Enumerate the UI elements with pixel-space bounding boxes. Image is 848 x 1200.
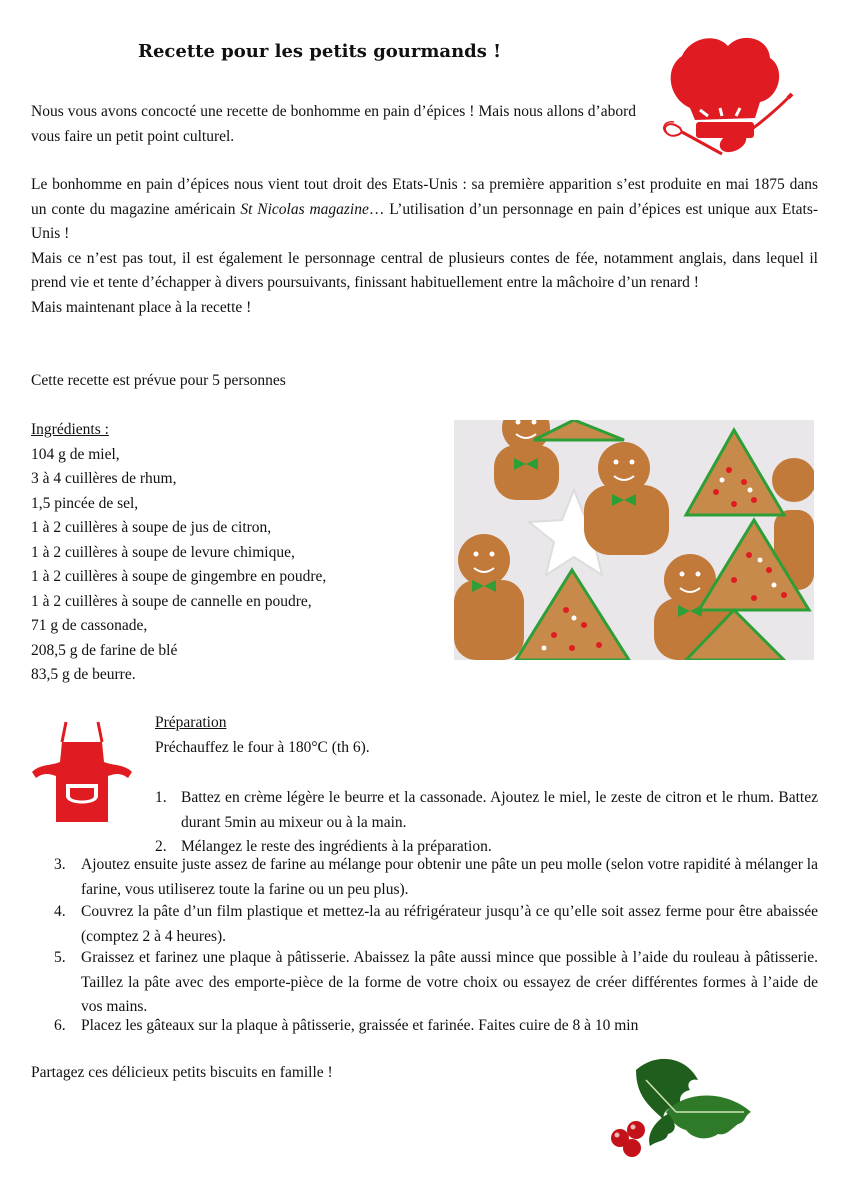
servings-text: Cette recette est prévue pour 5 personnes	[31, 372, 286, 389]
history-paragraph-1: Le bonhomme en pain d’épices nous vient tout droit des Etats-Unis : sa première apparition s’est produite en mai 1875 dans un conte du magazine américain St Nicolas magazine… L’utilisation d’un personnage en pain d’épices est unique aux Etats-Unis !	[31, 176, 819, 242]
step-number: 3.	[54, 856, 66, 873]
ingredient-item: 208,5 g de farine de blé	[31, 641, 178, 659]
ingredient-item: 83,5 g de beurre.	[31, 666, 136, 683]
step-text: Ajoutez ensuite juste assez de farine au mélange pour obtenir une pâte un peu molle (selon votre rapidité à mélanger la farine, vous utiliserez toute la farine ou un peu plus).	[81, 856, 818, 898]
history-paragraph-2: Mais ce n’est pas tout, il est également le personnage central de plusieurs contes de fée, notamment anglais, dans lequel il prend vie et tente d’échapper à divers poursuivants, finissant habituellement entre la mâchoire d’un renard !	[31, 249, 818, 291]
step-item	[54, 900, 818, 949]
step-item	[54, 1014, 818, 1039]
ingredients-heading: Ingrédients :	[31, 421, 109, 438]
magazine-title: St Nicolas magazine	[240, 200, 369, 218]
step-text: Battez en crème légère le beurre et la cassonade. Ajoutez le miel, le zeste de citron et le rhum. Battez durant 5min au mixeur ou à la main.	[181, 789, 818, 831]
ingredient-item: 3 à 4 cuillères de rhum,	[31, 470, 177, 487]
step-item	[54, 853, 818, 902]
preparation-section	[155, 711, 370, 760]
ingredient-item: 71 g de cassonade,	[31, 617, 148, 634]
ingredients-list	[31, 418, 326, 688]
ingredient-item: 1,5 pincée de sel,	[31, 494, 139, 512]
step-number: 2.	[155, 838, 167, 855]
step-item	[155, 786, 818, 835]
step-text: Mélangez le reste des ingrédients à la préparation.	[181, 838, 492, 855]
preparation-heading: Préparation	[155, 714, 227, 731]
ingredient-item: 104 g de miel,	[31, 445, 120, 463]
step-item	[54, 946, 818, 1020]
page-title: Recette pour les petits gourmands !	[138, 41, 502, 62]
step-number: 4.	[54, 903, 66, 920]
ingredient-item: 1 à 2 cuillères à soupe de cannelle en poudre,	[31, 592, 312, 610]
intro-paragraph: Nous vous avons concocté une recette de bonhomme en pain d’épices ! Mais nous allons d’abord vous faire un petit point culturel.	[31, 103, 636, 145]
ingredient-item: 1 à 2 cuillères à soupe de jus de citron,	[31, 519, 272, 536]
history-paragraph-3: Mais maintenant place à la recette !	[31, 298, 252, 316]
step-number: 1.	[155, 789, 167, 806]
gingerbread-cookies-photo	[454, 420, 814, 660]
step-text: Couvrez la pâte d’un film plastique et mettez-la au réfrigérateur jusqu’à ce qu’elle soit assez ferme pour être abaissée (comptez 2 à 4 heures).	[81, 903, 818, 945]
apron-icon	[28, 718, 136, 828]
ingredient-item: 1 à 2 cuillères à soupe de levure chimique,	[31, 543, 295, 561]
chef-hat-illustration	[660, 28, 795, 163]
holly-icon	[606, 1050, 756, 1160]
step-number: 5.	[54, 949, 66, 966]
preheat-instruction: Préchauffez le four à 180°C (th 6).	[155, 738, 370, 756]
history-section	[31, 173, 818, 320]
ingredient-item: 1 à 2 cuillères à soupe de gingembre en poudre,	[31, 568, 327, 585]
chef-hat-icon	[671, 38, 779, 138]
step-text: Placez les gâteaux sur la plaque à pâtisserie, graissée et farinée. Faites cuire de 8 à 10 min	[81, 1017, 639, 1034]
closing-text: Partagez ces délicieux petits biscuits en famille !	[31, 1064, 333, 1081]
step-text: Graissez et farinez une plaque à pâtisserie. Abaissez la pâte aussi mince que possible à l’aide du rouleau à pâtisserie. Taillez la pâte avec des emporte-pièce de la forme de votre choix ou essayez de créer différentes formes à l’aide de vos mains.	[81, 949, 818, 1015]
step-number: 6.	[54, 1017, 66, 1034]
